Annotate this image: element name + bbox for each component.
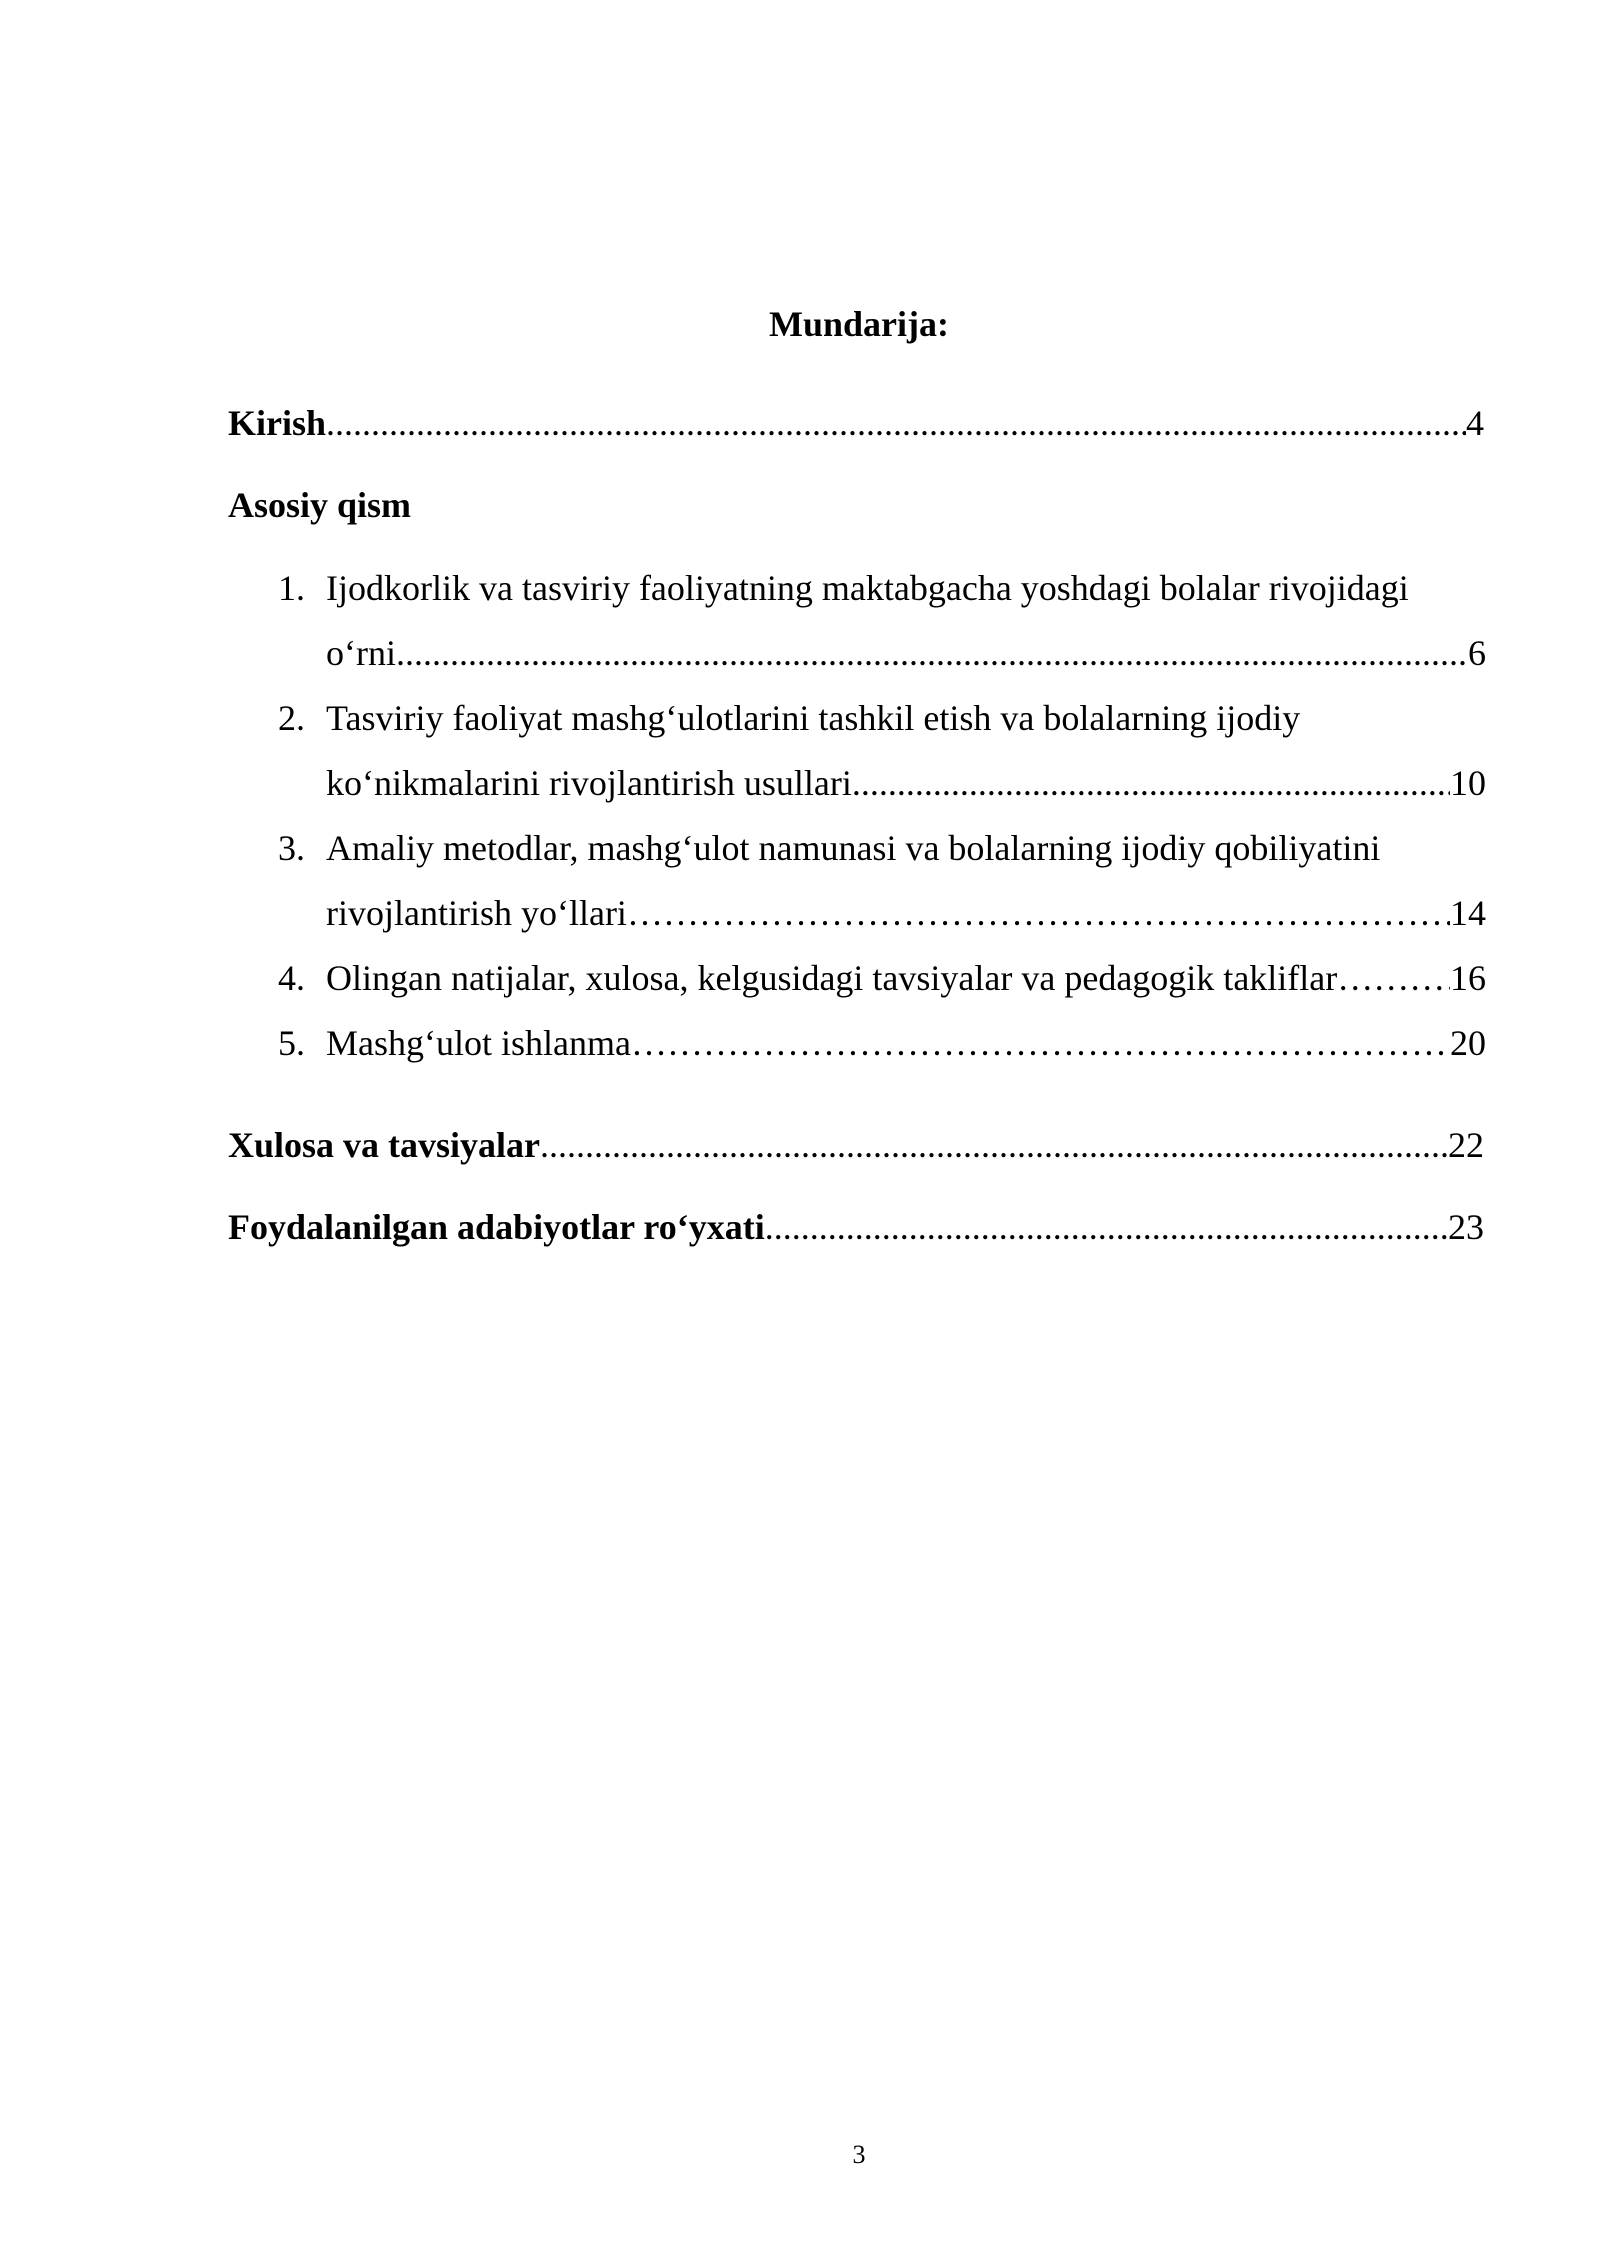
toc-page-number: 23 — [1448, 1207, 1484, 1247]
toc-entry-label: Foydalanilgan adabiyotlar ro‘yxati — [228, 1207, 765, 1247]
toc-item-3 — [326, 889, 1486, 937]
dot-leader — [765, 1203, 1448, 1251]
toc-item-number: 1. — [278, 568, 305, 608]
dot-leader — [1337, 954, 1450, 1002]
toc-item-5 — [326, 1019, 1486, 1067]
toc-item-number: 5. — [278, 1023, 305, 1063]
dot-leader — [627, 889, 1450, 937]
toc-entry-label: Kirish — [228, 403, 327, 443]
toc-item-number: 3. — [278, 828, 305, 868]
toc-page-number: 6 — [1468, 633, 1486, 673]
section-heading-main: Asosiy qism — [228, 485, 412, 525]
toc-item-1 — [326, 629, 1486, 677]
toc-item-4 — [326, 954, 1486, 1002]
toc-page-number: 4 — [1466, 403, 1484, 443]
toc-page-number: 14 — [1450, 893, 1486, 933]
toc-item-text: Ijodkorlik va tasviriy faoliyatning maktabgacha yoshdagi bolalar rivojidagi — [326, 568, 1409, 608]
toc-page-number: 22 — [1448, 1125, 1484, 1165]
page-number: 3 — [852, 2140, 866, 2169]
toc-item-text: o‘rni — [326, 633, 396, 673]
dot-leader — [852, 759, 1450, 807]
toc-item-text: Olingan natijalar, xulosa, kelgusidagi tavsiyalar va pedagogik takliflar — [326, 958, 1338, 998]
toc-item-2 — [326, 759, 1486, 807]
toc-item-text: Mashg‘ulot ishlanma — [326, 1023, 631, 1063]
toc-title: Mundarija: — [769, 304, 949, 344]
toc-item-text: rivojlantirish yo‘llari — [326, 893, 627, 933]
dot-leader — [631, 1019, 1450, 1067]
toc-entry-label: Xulosa va tavsiyalar — [228, 1125, 541, 1165]
toc-page-number: 16 — [1450, 958, 1486, 998]
toc-item-number: 4. — [278, 958, 305, 998]
dot-leader — [326, 399, 1466, 447]
toc-item-text: Tasviriy faoliyat mashg‘ulotlarini tashkil etish va bolalarning ijodiy — [326, 698, 1301, 738]
toc-entry-intro — [228, 399, 1484, 447]
toc-item-text: Amaliy metodlar, mashg‘ulot namunasi va bolalarning ijodiy qobiliyatini — [326, 828, 1381, 868]
toc-entry-conclusion — [228, 1121, 1484, 1169]
toc-item-number: 2. — [278, 698, 305, 738]
toc-page-number: 10 — [1450, 763, 1486, 803]
toc-page-number: 20 — [1450, 1023, 1486, 1063]
toc-item-text: ko‘nikmalarini rivojlantirish usullari — [326, 763, 852, 803]
dot-leader — [540, 1121, 1448, 1169]
dot-leader — [396, 629, 1468, 677]
toc-entry-references — [228, 1203, 1484, 1251]
